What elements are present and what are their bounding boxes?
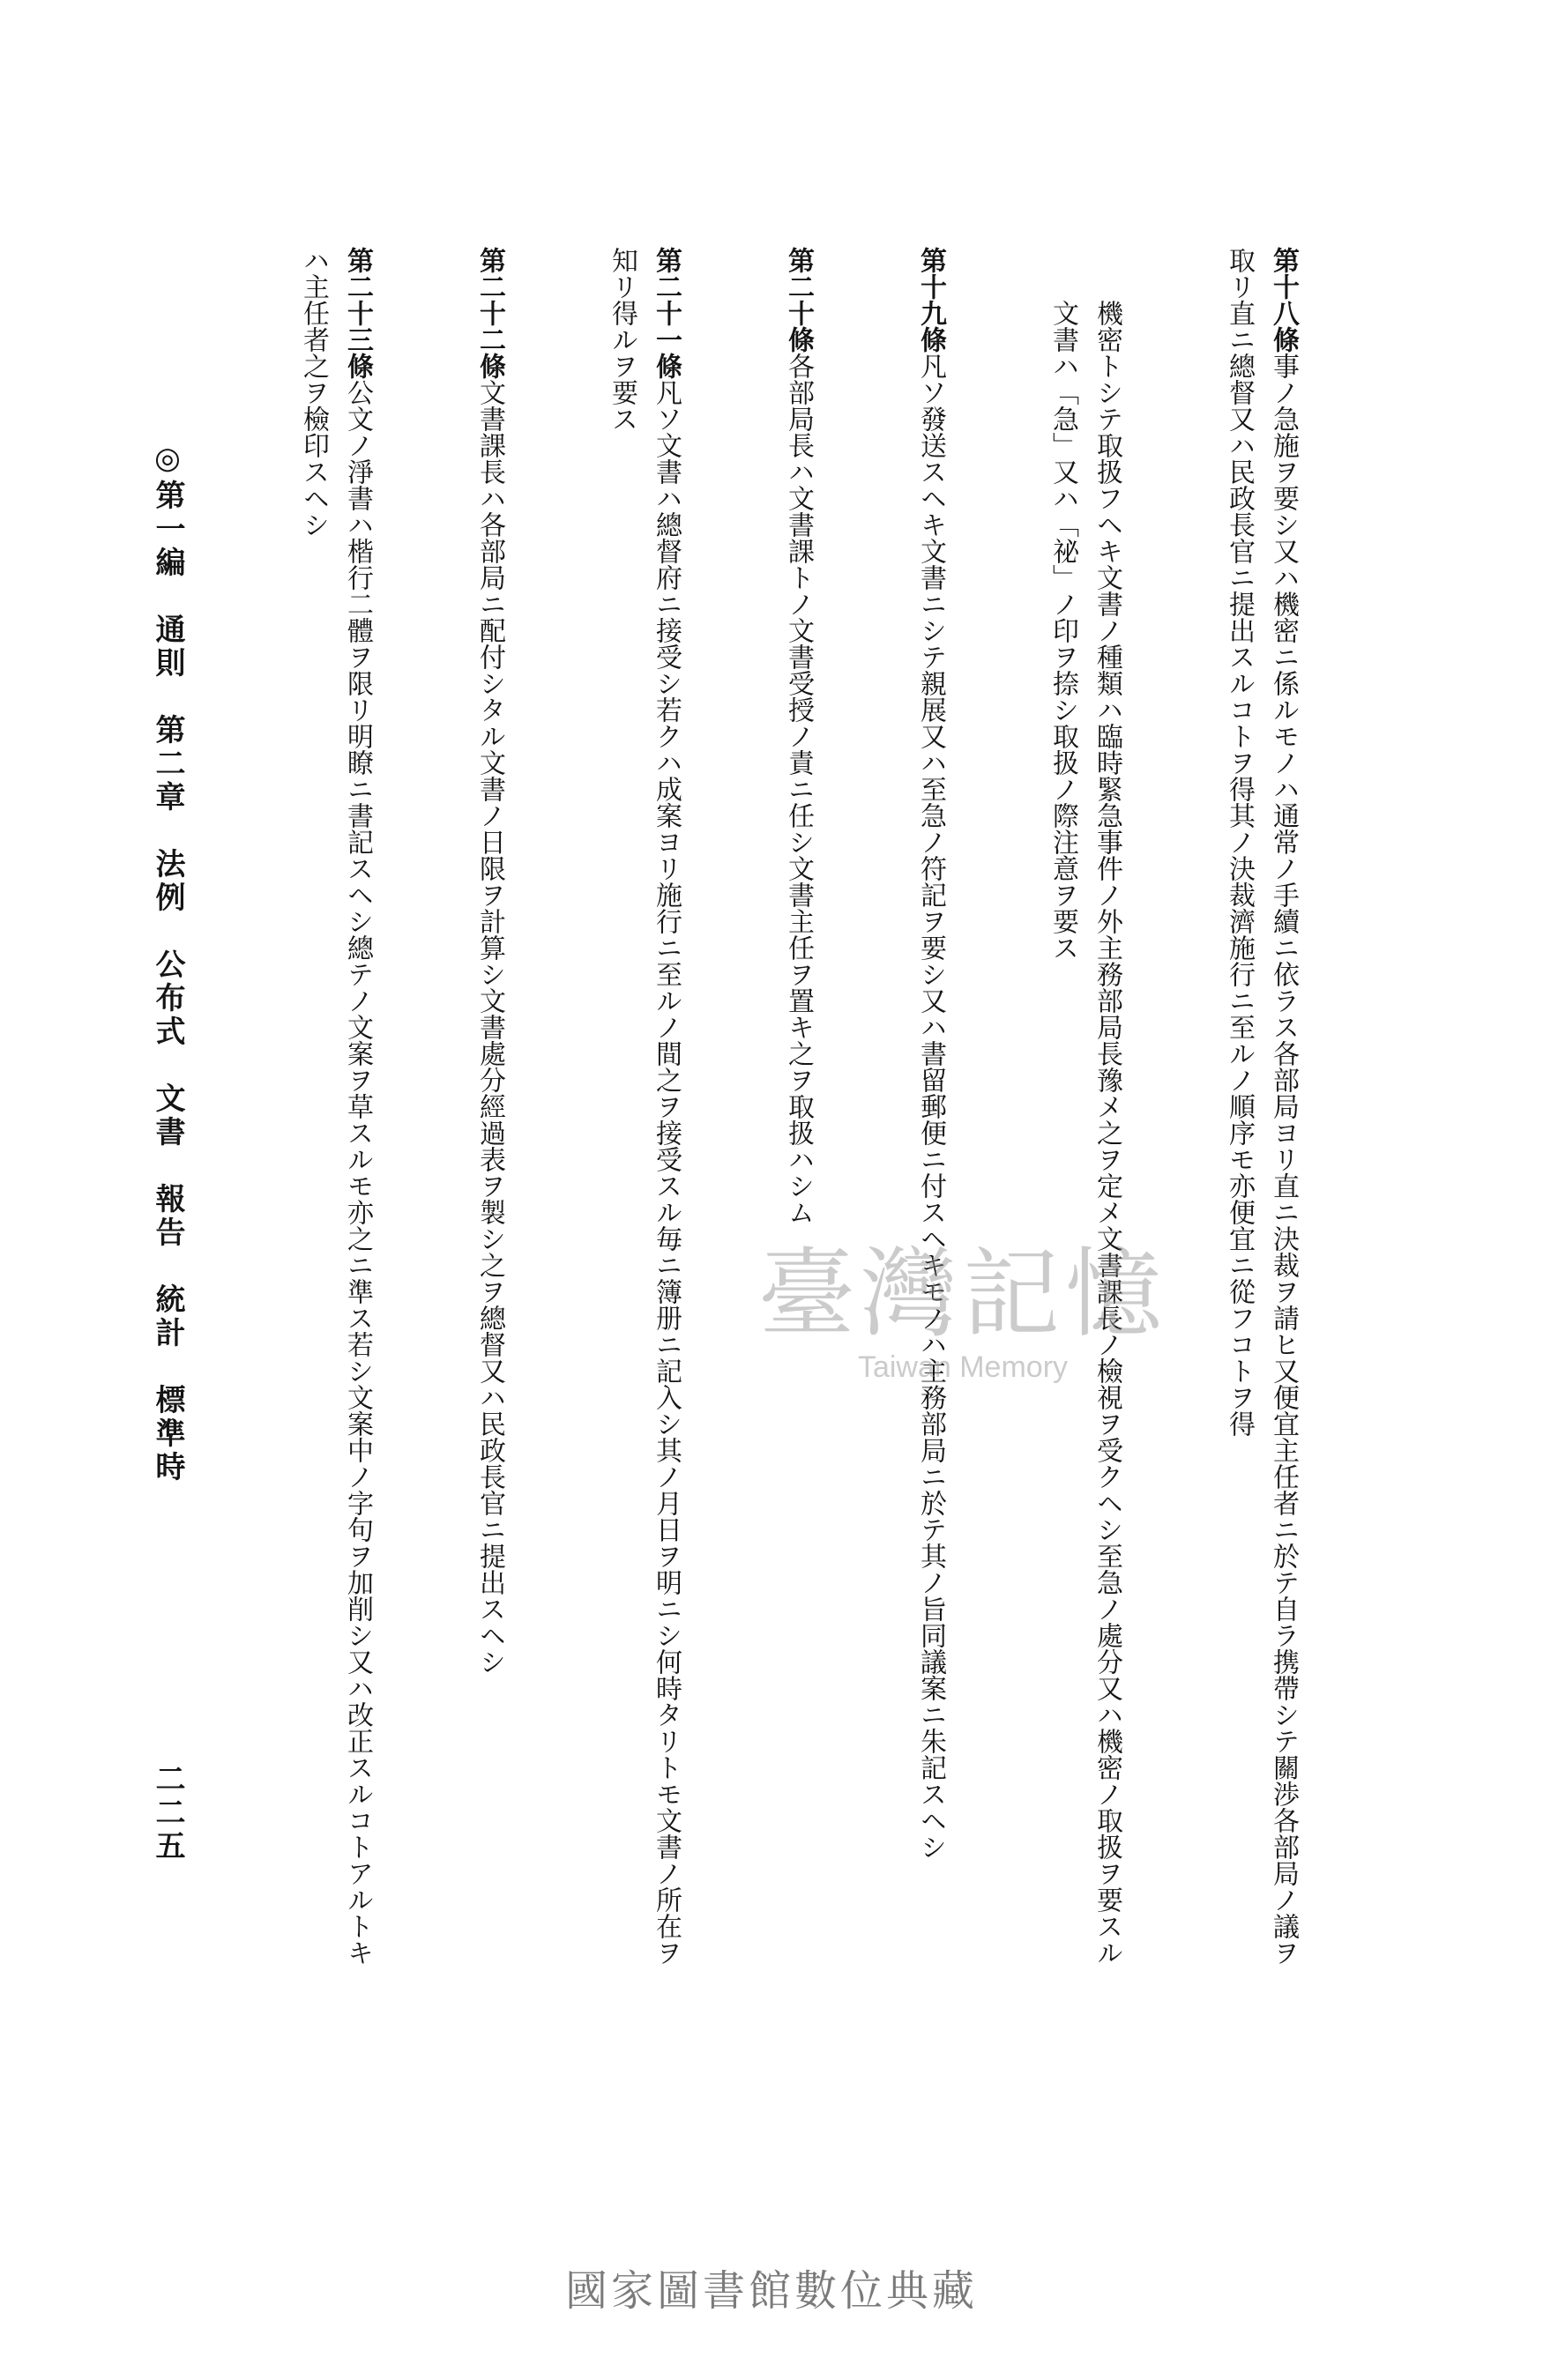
article-22 bbox=[467, 247, 511, 1975]
article-number: 第二十一條 bbox=[651, 247, 682, 379]
article-text: 各部局長ハ文書課トノ文書受授ノ責ニ任シ文書主任ヲ置キ之ヲ取扱ハシム bbox=[783, 353, 814, 1225]
page-number: 二二五 bbox=[150, 1763, 185, 1863]
footer-credit: 國家圖書館數位典藏 bbox=[564, 2266, 978, 2316]
article-text: 凡ソ發送スヘキ文書ニシテ親展又ハ至急ノ符記ヲ要シ又ハ書留郵便ニ付スヘキモノハ主務部局ニ於テ其ノ旨同議案ニ朱記スヘシ bbox=[915, 353, 946, 1860]
watermark-logo bbox=[758, 1216, 1167, 1385]
article-text: 事ノ急施ヲ要シ又ハ機密ニ係ルモノハ通常ノ手續ニ依ラス各部局ヨリ直ニ決裁ヲ請ヒ又便宜主任者ニ於テ自ラ携帶シテ關渉各部局ノ議ヲ取リ直ニ總督又ハ民政長官ニ提出スルコトヲ得其ノ決裁濟施行ニ至ルノ順序モ亦便宜ニ從フコトヲ得 bbox=[1224, 247, 1299, 1966]
article-text: 文書課長ハ各部局ニ配付シタル文書ノ日限ヲ計算シ文書處分經過表ヲ製シ之ヲ總督又ハ民政長官ニ提出スヘシ bbox=[474, 379, 505, 1675]
article-18-para-2 bbox=[1040, 247, 1129, 1975]
header-title: ◎第一編 通則 第二章 法例 公布式 文書 報告 統計 標準時 bbox=[150, 441, 185, 1484]
article-number: 第二十三條 bbox=[342, 247, 373, 379]
article-21 bbox=[600, 247, 688, 1975]
article-text: 機密トシテ取扱フヘキ文書ノ種類ハ臨時緊急事件ノ外主務部局長豫メ之ヲ定メ文書課長ノ檢視ヲ受クヘシ至急ノ處分又ハ機密ノ取扱ヲ要スル文書ハ「急」又ハ「祕」ノ印ヲ捺シ取扱ノ際注意ヲ要ス bbox=[1047, 300, 1122, 1966]
article-number: 第十八條 bbox=[1268, 247, 1299, 353]
article-number: 第十九條 bbox=[915, 247, 946, 353]
main-text bbox=[256, 247, 1393, 1975]
article-text: 公文ノ淨書ハ楷行二體ヲ限リ明瞭ニ書記スヘシ總テノ文案ヲ草スルモ亦之ニ準ス若シ文案中ノ字句ヲ加削シ又ハ改正スルコトアルトキハ主任者之ヲ檢印スヘシ bbox=[298, 247, 373, 1966]
article-23 bbox=[291, 247, 379, 1975]
article-18 bbox=[1217, 247, 1305, 1975]
article-text: 凡ソ文書ハ總督府ニ接受シ若クハ成案ヨリ施行ニ至ルノ間之ヲ接受スル毎ニ簿册ニ記入シ其ノ月日ヲ明ニシ何時タリトモ文書ノ所在ヲ知リ得ルヲ要ス bbox=[607, 247, 682, 1966]
article-19 bbox=[908, 247, 952, 1975]
article-number: 第二十二條 bbox=[474, 247, 505, 379]
article-number: 第二十條 bbox=[783, 247, 814, 353]
article-20 bbox=[776, 247, 820, 1975]
watermark-english: Taiwan Memory bbox=[857, 1350, 1069, 1384]
running-header bbox=[146, 441, 190, 1863]
watermark-chinese: 臺灣記憶 bbox=[758, 1238, 1167, 1350]
